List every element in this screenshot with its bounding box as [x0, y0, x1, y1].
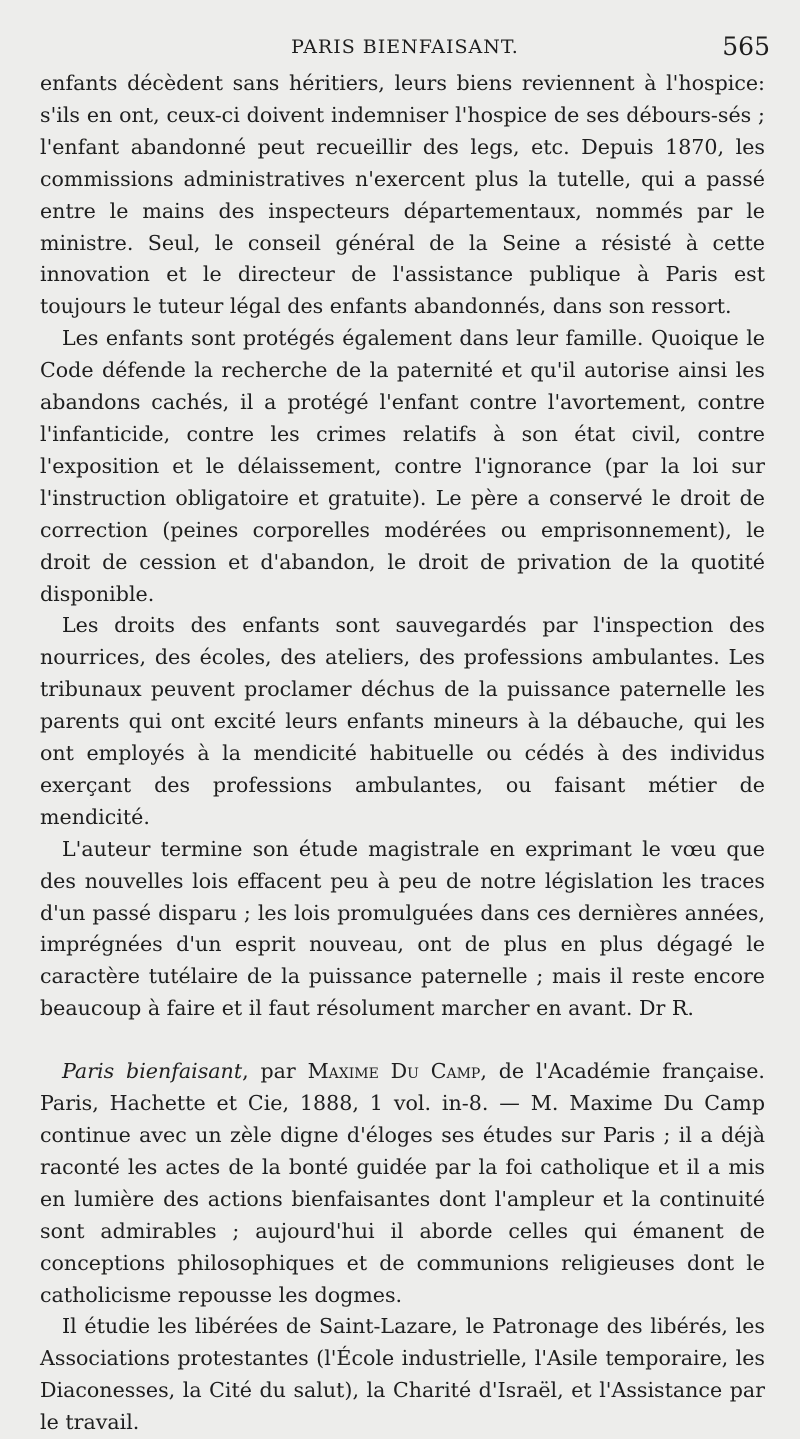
- paragraph-3: Les droits des enfants sont sauvegardés par l'inspection des nourrices, des écoles, des ateliers, des professions ambulantes. Les tribunaux peuvent proclamer déchus de la puissance paternelle les parents qui ont excité leurs enfants mineurs à la débauche, qui les ont employés à la mendicité habituelle ou cédés à des individus exerçant des professions ambulantes, ou faisant métier de mendicité.: [40, 613, 765, 829]
- paragraph-2: Les enfants sont protégés également dans leur famille. Quoique le Code défende la recherche de la paternité et qu'il autorise ainsi les abandons cachés, il a protégé l'enfant contre l'avortement, contre l'infanticide, contre les crimes relatifs à son état civil, contre l'exposition et le délaissement, contre l'ignorance (par la loi sur l'instruction obligatoire et gratuite). Le père a conservé le droit de correction (peines corporelles modérées ou emprisonnement), le droit de cession et d'abandon, le droit de privation de la quotité disponible.: [40, 326, 765, 606]
- review-text: , de l'Académie française. Paris, Hachette et Cie, 1888, 1 vol. in-8. — M. Maxime Du Camp continue avec un zèle digne d'éloges ses études sur Paris ; il a déjà raconté les actes de la bonté guidée par la foi catholique et il a mis en lumière des actions bienfaisantes dont l'ampleur et la continuité sont admirables ; aujourd'hui il aborde celles qui émanent de conceptions philosophiques et de communions religieuses dont le catholicisme repousse les dogmes.: [40, 1059, 765, 1307]
- book-title: Paris bienfaisant: [62, 1059, 243, 1084]
- running-title: PARIS BIENFAISANT.: [291, 36, 519, 58]
- book-review-paragraph: [40, 1056, 765, 1311]
- paragraph-4: [40, 834, 765, 1025]
- book-review-paragraph-2: Il étudie les libérées de Saint-Lazare, le Patronage des libérés, les Associations protestantes (l'École industrielle, l'Asile temporaire, les Diaconesses, la Cité du salut), la Charité d'Israël, et l'Assistance par le travail.: [40, 1314, 765, 1435]
- body-text: [40, 68, 765, 1439]
- page-header: [40, 30, 770, 64]
- book-author: Maxime Du Camp: [307, 1059, 481, 1084]
- paragraph-1: enfants décèdent sans héritiers, leurs biens reviennent à l'hospice: s'ils en ont, ceux-ci doivent indemniser l'hospice de ses débours-sés ; l'enfant abandonné peut recueillir des legs, etc. Depuis 1870, les commissions administratives n'exercent plus la tutelle, qui a passé entre le mains des inspecteurs départementaux, nommés par le ministre. Seul, le conseil général de la Seine a résisté à cette innovation et le directeur de l'assistance publique à Paris est toujours le tuteur légal des enfants abandonnés, dans son ressort.: [40, 71, 765, 319]
- page-number: 565: [722, 32, 770, 61]
- author-signature: Dr R.: [638, 996, 694, 1021]
- review-by: , par: [242, 1059, 308, 1084]
- paragraph-4-text: L'auteur termine son étude magistrale en exprimant le vœu que des nouvelles lois effacent peu à peu de notre législation les traces d'un passé disparu ; les lois promulguées dans ces dernières années, imprégnées d'un esprit nouveau, ont de plus en plus dégagé le caractère tutélaire de la puissance paternelle ; mais il reste encore beaucoup à faire et il faut résolument marcher en avant.: [40, 836, 765, 1021]
